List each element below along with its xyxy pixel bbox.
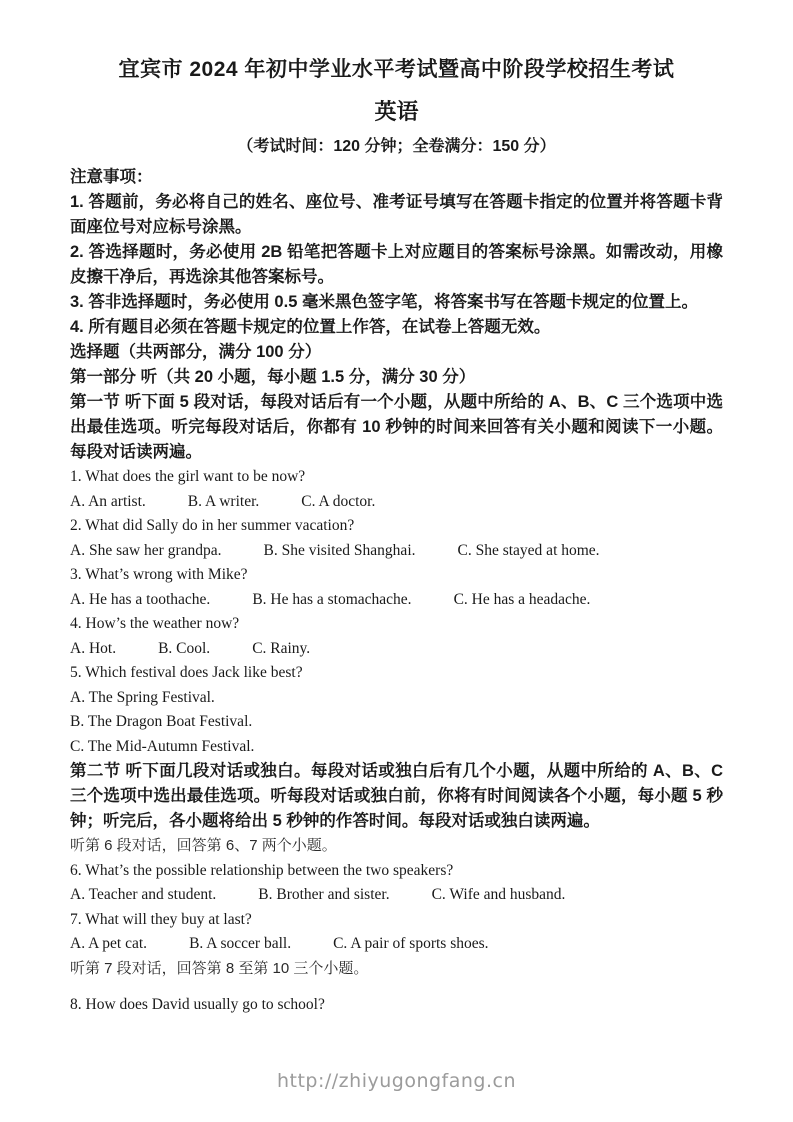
exam-subject: 英语 bbox=[374, 99, 419, 124]
question-3-options bbox=[70, 588, 723, 613]
question-3-option-c: C. He has a headache. bbox=[453, 590, 591, 608]
question-6-option-a: A. Teacher and student. bbox=[70, 886, 217, 903]
question-7-text: 7. What will they buy at last? bbox=[70, 910, 252, 928]
dialog-6-note: 听第 6 段对话，回答第 6、7 两个小题。 bbox=[70, 837, 337, 854]
choice-section-heading: 选择题（共两部分，满分 100 分） bbox=[70, 343, 322, 361]
question-1-option-a: A. An artist. bbox=[70, 492, 146, 510]
question-3-option-b: B. He has a stomachache. bbox=[252, 590, 412, 608]
question-4-options bbox=[70, 637, 723, 662]
section1-intro: 第一节 听下面 5 段对话，每段对话后有一个小题，从题中所给的 A、B、C 三个选项中选出最佳选项。听完每段对话后，你都有 10 秒钟的时间来回答有关小题和阅读下一小题。每段对话读两遍。 bbox=[70, 393, 723, 461]
notices-heading: 注意事项： bbox=[70, 168, 153, 186]
question-6-options bbox=[70, 883, 723, 908]
question-5-option-c: C. The Mid-Autumn Festival. bbox=[70, 737, 255, 755]
question-7-option-a: A. A pet cat. bbox=[70, 935, 148, 952]
question-1-option-b: B. A writer. bbox=[187, 492, 260, 510]
notice-item-1: 1. 答题前，务必将自己的姓名、座位号、准考证号填写在答题卡指定的位置并将答题卡背面座位号对应标号涂黑。 bbox=[70, 193, 723, 236]
question-2-option-c: C. She stayed at home. bbox=[457, 541, 600, 559]
question-5-text: 5. Which festival does Jack like best? bbox=[70, 664, 303, 681]
question-8-text: 8. How does David usually go to school? bbox=[70, 996, 325, 1013]
question-6-option-c: C. Wife and husband. bbox=[431, 886, 566, 903]
exam-info-line: （考试时间：120 分钟；全卷满分：150 分） bbox=[237, 138, 556, 155]
question-3-option-a: A. He has a toothache. bbox=[70, 590, 211, 608]
question-6-option-b: B. Brother and sister. bbox=[258, 886, 390, 903]
part1-heading: 第一部分 听（共 20 小题，每小题 1.5 分，满分 30 分） bbox=[70, 368, 476, 386]
question-3-text: 3. What’s wrong with Mike? bbox=[70, 566, 248, 583]
question-7-option-b: B. A soccer ball. bbox=[189, 935, 292, 952]
question-2-option-b: B. She visited Shanghai. bbox=[263, 541, 416, 559]
question-2-text: 2. What did Sally do in her summer vacation? bbox=[70, 517, 355, 534]
question-6-text: 6. What’s the possible relationship between the two speakers? bbox=[70, 861, 454, 879]
dialog-7-note: 听第 7 段对话，回答第 8 至第 10 三个小题。 bbox=[70, 959, 369, 977]
question-5-option-b: B. The Dragon Boat Festival. bbox=[70, 713, 253, 730]
section2-intro: 第二节 听下面几段对话或独白。每段对话或独白后有几个小题，从题中所给的 A、B、C 三个选项中选出最佳选项。听每段对话或独白前，你将有时间阅读各个小题，每小题 5 秒钟；听完后，各小题将给出 5 秒钟的作答时间。每段对话或独白读两遍。 bbox=[70, 762, 723, 830]
question-4-option-b: B. Cool. bbox=[158, 639, 211, 657]
question-1-text: 1. What does the girl want to be now? bbox=[70, 468, 306, 485]
question-1-option-c: C. A doctor. bbox=[301, 492, 376, 510]
question-4-option-a: A. Hot. bbox=[70, 639, 117, 657]
question-5-option-a: A. The Spring Festival. bbox=[70, 688, 215, 706]
question-4-option-c: C. Rainy. bbox=[252, 639, 311, 657]
question-7-options bbox=[70, 932, 723, 957]
notice-item-4: 4. 所有题目必须在答题卡规定的位置上作答，在试卷上答题无效。 bbox=[70, 318, 551, 336]
question-2-options bbox=[70, 539, 723, 564]
notice-item-2: 2. 答选择题时，务必使用 2B 铅笔把答题卡上对应题目的答案标号涂黑。如需改动，用橡皮擦干净后，再选涂其他答案标号。 bbox=[70, 243, 723, 286]
question-4-text: 4. How’s the weather now? bbox=[70, 615, 240, 632]
question-1-options bbox=[70, 490, 723, 515]
exam-title: 宜宾市 2024 年初中学业水平考试暨高中阶段学校招生考试 bbox=[118, 58, 675, 81]
watermark: http://zhiyugongfang.cn bbox=[276, 1070, 517, 1092]
question-2-option-a: A. She saw her grandpa. bbox=[70, 541, 222, 559]
notice-item-3: 3. 答非选择题时，务必使用 0.5 毫米黑色签字笔，将答案书写在答题卡规定的位置上。 bbox=[70, 293, 698, 311]
question-7-option-c: C. A pair of sports shoes. bbox=[333, 935, 489, 952]
